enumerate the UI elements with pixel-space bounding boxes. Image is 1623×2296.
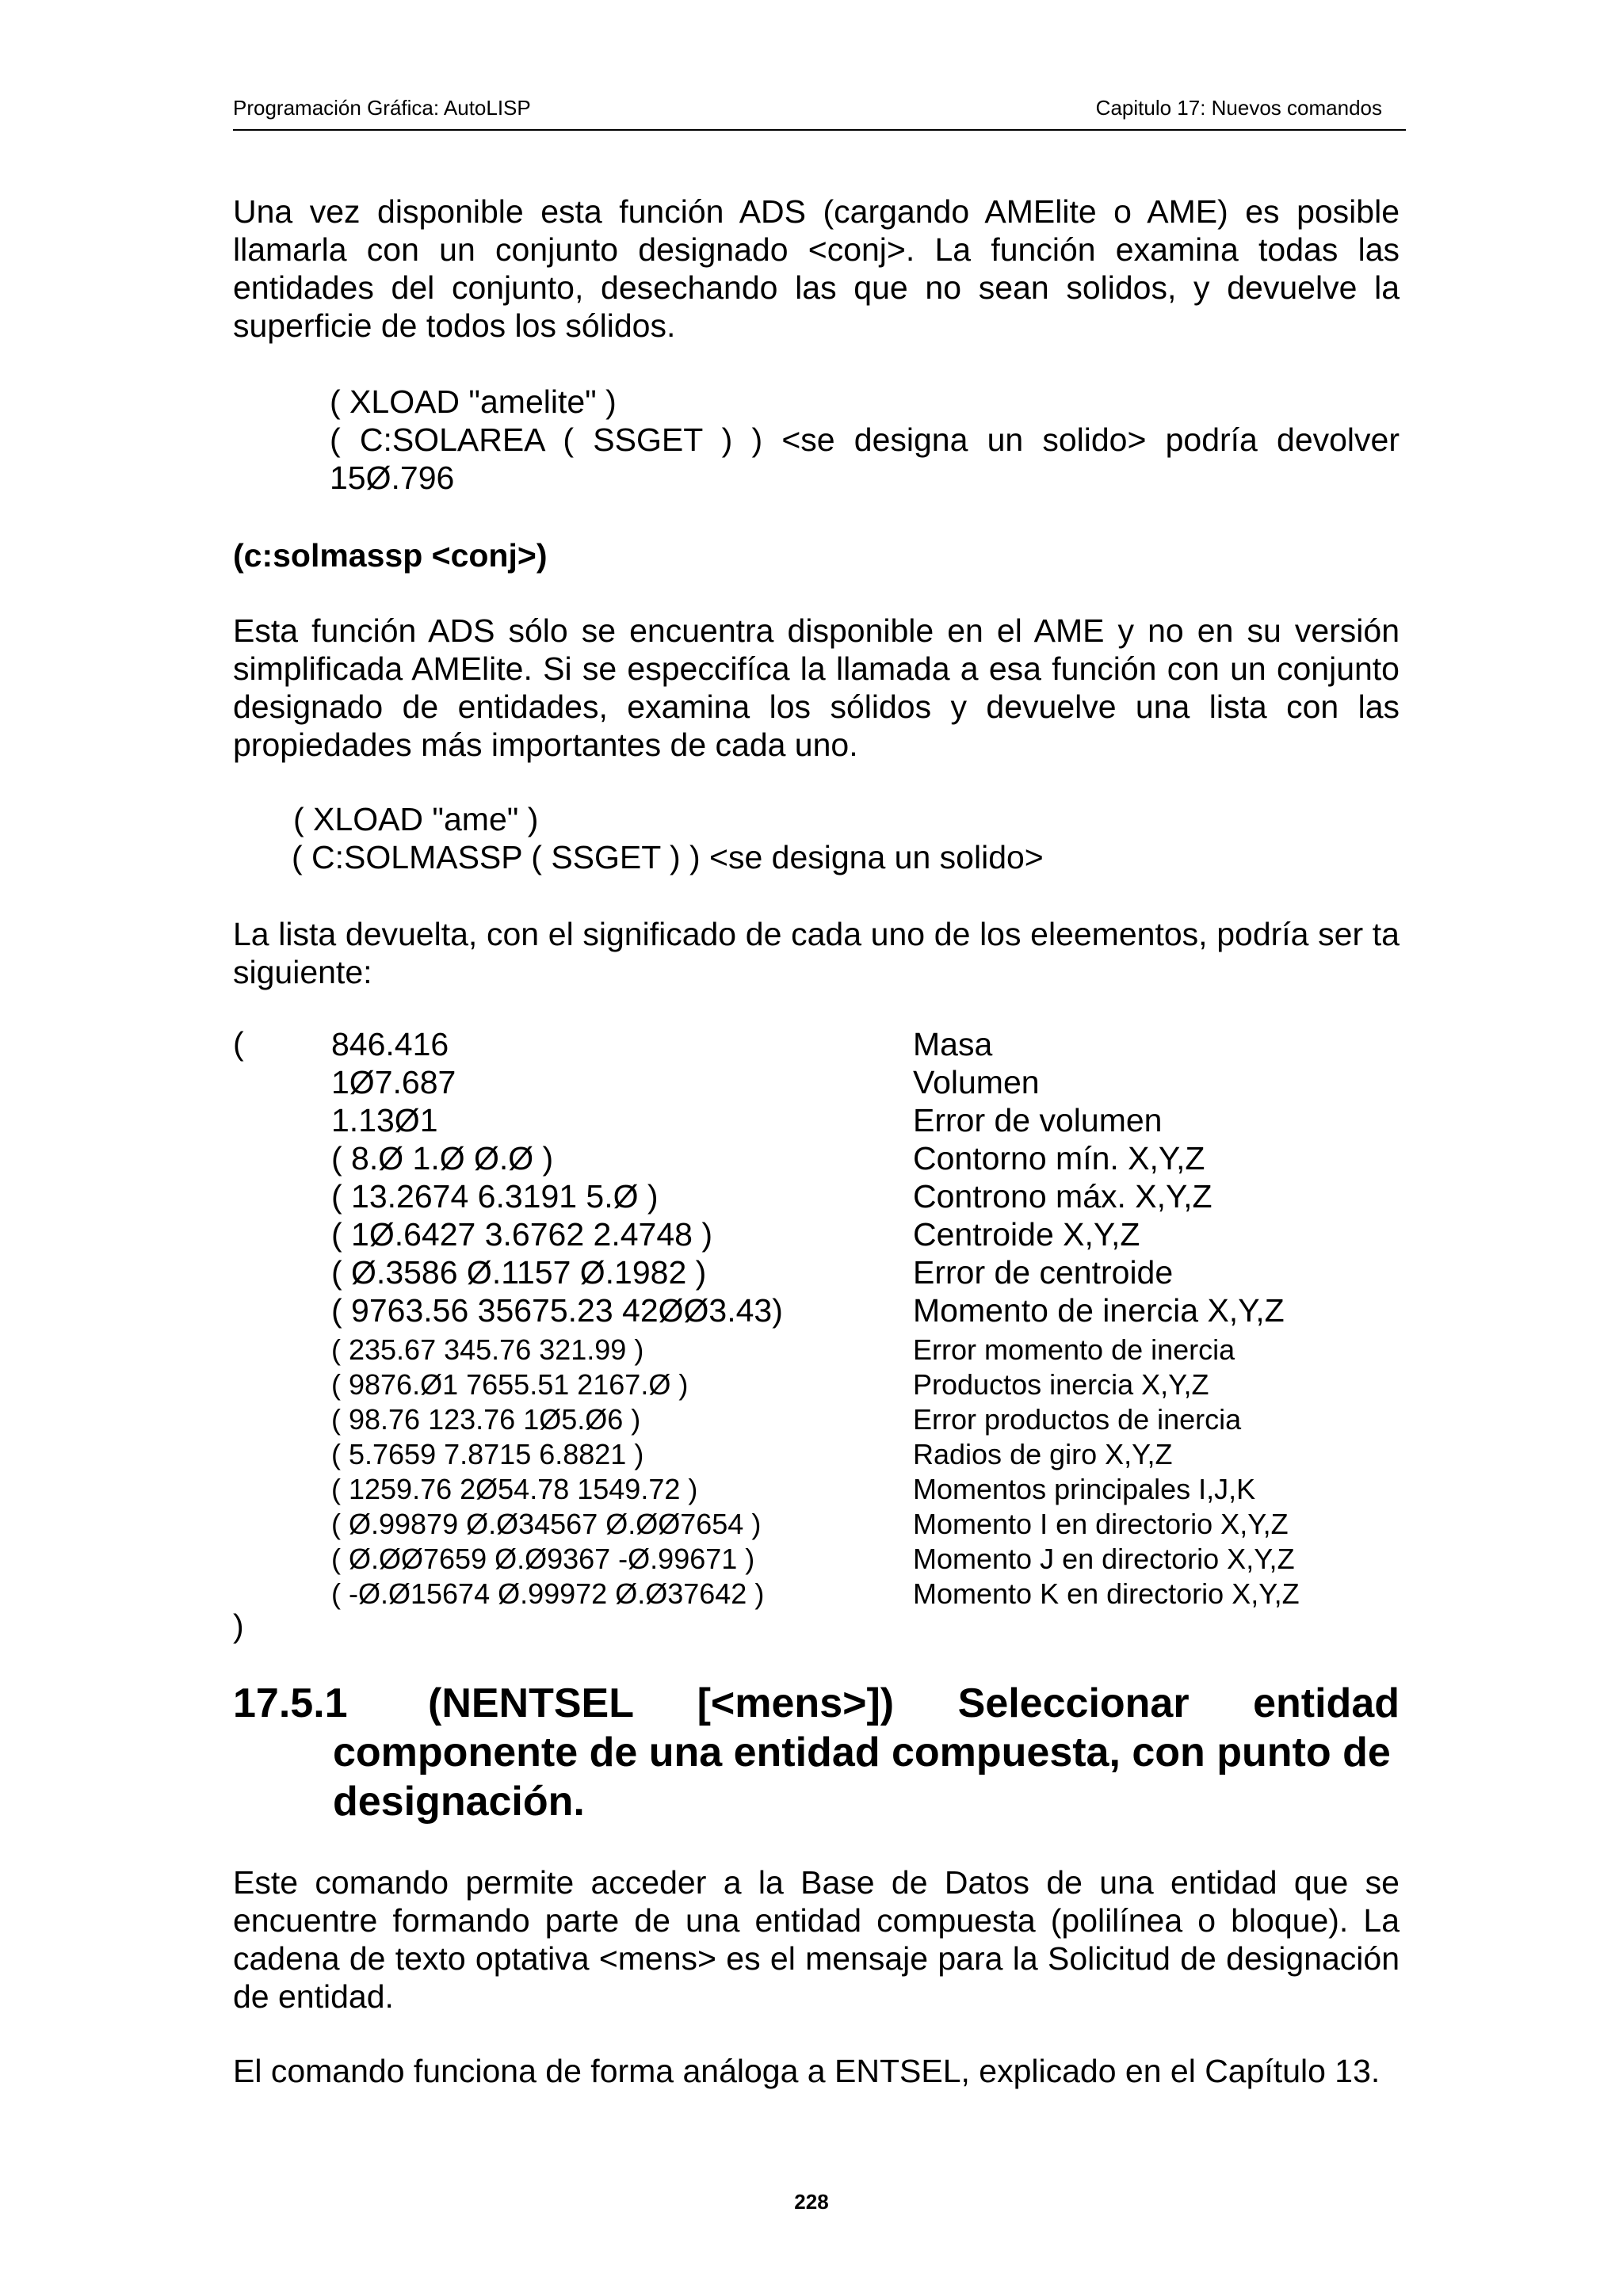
section-title-line2: componente de una entidad compuesta, con punto de (333, 1730, 1391, 1775)
list-item-description: Error productos de inercia (913, 1403, 1242, 1436)
list-item-value: ( 235.67 345.76 321.99 ) (331, 1333, 644, 1366)
list-item-description: Controno máx. X,Y,Z (913, 1178, 1212, 1215)
section-title-line3: designación. (333, 1779, 585, 1825)
list-item-value: ( 9763.56 35675.23 42ØØ3.43) (331, 1292, 783, 1329)
list-item-value: ( 13.2674 6.3191 5.Ø ) (331, 1178, 659, 1215)
header-chapter-title: Capitulo 17: Nuevos comandos (1095, 96, 1382, 120)
list-item-description: Error de centroide (913, 1254, 1174, 1291)
list-item-description: Momento I en directorio X,Y,Z (913, 1508, 1289, 1540)
solmassp-title: (c:solmassp <conj>) (233, 537, 548, 574)
list-open-paren: ( (233, 1025, 244, 1062)
list-item-description: Momentos principales I,J,K (913, 1473, 1256, 1505)
list-item-description: Productos inercia X,Y,Z (913, 1368, 1209, 1401)
closing-paragraph: El comando funciona de forma análoga a ENTSEL, explicado en el Capítulo 13. (233, 2053, 1381, 2089)
list-item-value: ( Ø.99879 Ø.Ø34567 Ø.ØØ7654 ) (331, 1508, 762, 1540)
list-item-description: Masa (913, 1026, 993, 1062)
list-item-value: ( Ø.ØØ7659 Ø.Ø9367 -Ø.99671 ) (331, 1543, 755, 1575)
list-item-value: ( 98.76 123.76 1Ø5.Ø6 ) (331, 1403, 641, 1436)
list-item-description: Centroide X,Y,Z (913, 1216, 1140, 1253)
list-item-description: Error momento de inercia (913, 1333, 1235, 1366)
list-item-value: ( -Ø.Ø15674 Ø.99972 Ø.Ø37642 ) (331, 1577, 765, 1610)
nentsel-paragraph: Este comando permite acceder a la Base de Datos de una entidad que se encuentre formando parte de una entidad compuesta (polilínea o bloque). La cadena de texto optativa <mens> es el mensaje para la Solicitud de designación de entidad. (233, 1864, 1400, 2015)
list-item-value: 1.13Ø1 (331, 1102, 438, 1138)
section-number: 17.5.1 (233, 1680, 348, 1726)
solmassp-paragraph: Esta función ADS sólo se encuentra disponible en el AME y no en su versión simplificada AMElite. Si se especcifíca la llamada a esa función con un conjunto designado de entidades, examina los sólidos y devuelve una lista con las propiedades más importantes de cada uno. (233, 612, 1400, 763)
list-item-value: 1Ø7.687 (331, 1064, 456, 1100)
list-item-value: ( 5.7659 7.8715 6.8821 ) (331, 1438, 644, 1470)
list-item-value: ( 1259.76 2Ø54.78 1549.72 ) (331, 1473, 698, 1505)
example2-line2: ( C:SOLMASSP ( SSGET ) ) <se designa un solido> (292, 839, 1044, 875)
example2-line1: ( XLOAD "ame" ) (293, 801, 539, 837)
list-item-value: ( 9876.Ø1 7655.51 2167.Ø ) (331, 1368, 689, 1401)
example1-line1: ( XLOAD "amelite" ) (330, 383, 617, 420)
example1-line2: ( C:SOLAREA ( SSGET ) ) <se designa un solido> podría devolver (330, 421, 1400, 458)
list-item-description: Radios de giro X,Y,Z (913, 1438, 1173, 1470)
list-item-description: Momento de inercia X,Y,Z (913, 1292, 1285, 1329)
list-item-description: Contorno mín. X,Y,Z (913, 1140, 1205, 1177)
section-title-line1: (NENTSEL [<mens>]) Seleccionar entidad (428, 1680, 1400, 1726)
list-item-description: Momento K en directorio X,Y,Z (913, 1577, 1300, 1610)
example1-line3: 15Ø.796 (330, 460, 455, 496)
list-item-description: Error de volumen (913, 1102, 1163, 1138)
list-item-description: Momento J en directorio X,Y,Z (913, 1543, 1295, 1575)
list-item-description: Volumen (913, 1064, 1040, 1100)
list-intro-paragraph: La lista devuelta, con el significado de cada uno de los eleementos, podría ser ta siguiente: (233, 916, 1400, 990)
list-close-paren: ) (233, 1608, 244, 1644)
list-item-value: ( 1Ø.6427 3.6762 2.4748 ) (331, 1216, 712, 1253)
list-item-value: ( 8.Ø 1.Ø Ø.Ø ) (331, 1140, 554, 1177)
list-item-value: ( Ø.3586 Ø.1157 Ø.1982 ) (331, 1254, 707, 1291)
intro-paragraph: Una vez disponible esta función ADS (cargando AMElite o AME) es posible llamarla con un conjunto designado <conj>. La función examina todas las entidades del conjunto, desechando las que no sean solidos, y devuelve la superficie de todos los sólidos. (233, 193, 1400, 344)
list-item-value: 846.416 (331, 1026, 449, 1062)
page-number: 228 (794, 2190, 829, 2214)
header-book-title: Programación Gráfica: AutoLISP (233, 96, 531, 120)
running-header (233, 96, 1406, 131)
